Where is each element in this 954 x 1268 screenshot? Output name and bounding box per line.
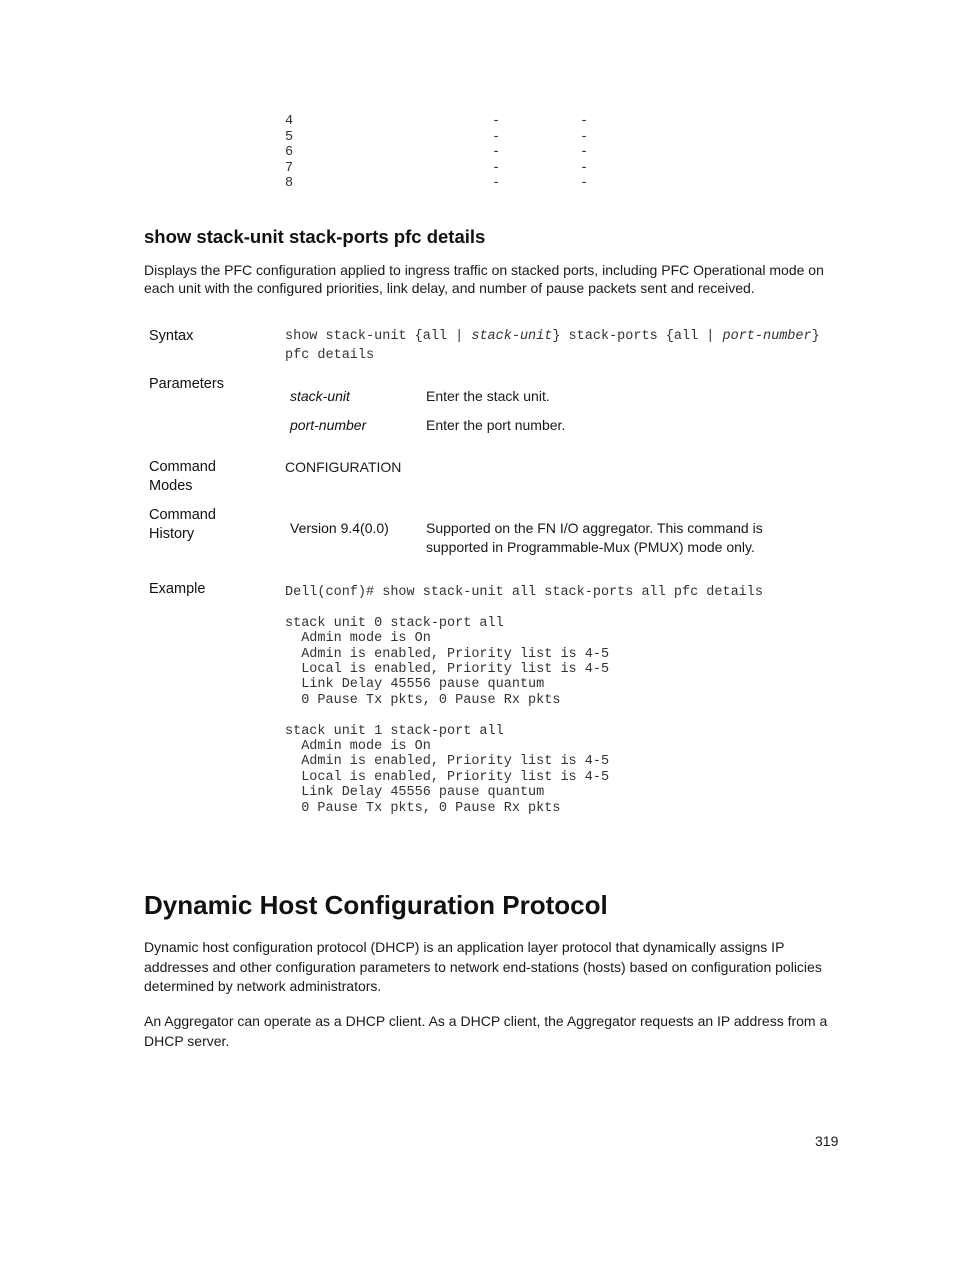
table-row xyxy=(285,161,588,177)
command-modes-value: CONFIGURATION xyxy=(285,459,402,475)
table-row xyxy=(285,145,588,161)
table-cell: - xyxy=(580,145,589,160)
table-cell: 4 xyxy=(285,114,294,129)
continued-table xyxy=(285,114,588,192)
syntax-arg: port-number xyxy=(722,329,812,344)
parameter-name: port-number xyxy=(290,417,367,433)
section-heading: show stack-unit stack-ports pfc details xyxy=(144,226,486,247)
table-cell: - xyxy=(492,114,501,129)
table-cell: - xyxy=(492,129,501,145)
command-modes-label xyxy=(149,458,216,496)
syntax-label: Syntax xyxy=(149,328,194,344)
table-cell: 8 xyxy=(285,176,294,191)
chapter-paragraph: An Aggregator can operate as a DHCP client. As a DHCP client, the Aggregator requests an IP address from a DHCP server. xyxy=(144,1013,828,1049)
table-cell: - xyxy=(492,176,501,191)
command-history-label xyxy=(149,506,216,544)
section-description: Displays the PFC configuration applied to ingress traffic on stacked ports, including PFC Operational mode on each unit with the configured priorities, link delay, and number of pause packets sent and received. xyxy=(144,262,824,296)
syntax-text: show stack-unit {all | xyxy=(285,329,472,344)
syntax-arg: stack-unit xyxy=(471,329,553,344)
table-row xyxy=(285,176,588,192)
label-line: Command xyxy=(149,459,216,475)
parameters-label: Parameters xyxy=(149,376,224,392)
history-row xyxy=(290,519,806,557)
example-label: Example xyxy=(149,581,206,597)
parameter-row xyxy=(290,417,565,433)
chapter-title: Dynamic Host Configuration Protocol xyxy=(144,890,608,920)
table-row xyxy=(285,130,588,146)
parameter-description: Enter the stack unit. xyxy=(426,388,550,404)
parameter-row xyxy=(290,388,550,404)
table-cell: 5 xyxy=(285,129,294,145)
table-row xyxy=(285,114,588,130)
label-line: Command xyxy=(149,507,216,523)
table-cell: - xyxy=(580,114,589,129)
history-description: Supported on the FN I/O aggregator. This command is supported in Programmable-Mux (PMUX) mode only. xyxy=(426,520,763,555)
parameter-description: Enter the port number. xyxy=(426,417,566,433)
syntax-code xyxy=(285,327,828,365)
table-cell: - xyxy=(492,145,501,160)
chapter-paragraph: Dynamic host configuration protocol (DHCP) is an application layer protocol that dynamically assigns IP addresses and other configuration parameters to network end-stations (hosts) based on configuration policies determined by network administrators. xyxy=(144,939,822,994)
table-cell: - xyxy=(580,160,589,176)
table-cell: 6 xyxy=(285,145,294,160)
syntax-text: } pfc details xyxy=(285,329,828,363)
label-line: History xyxy=(149,526,195,542)
table-cell: - xyxy=(580,129,589,145)
parameter-name: stack-unit xyxy=(290,388,350,404)
table-cell: 7 xyxy=(285,160,294,176)
label-line: Modes xyxy=(149,478,193,494)
table-cell: - xyxy=(580,176,589,191)
history-version: Version 9.4(0.0) xyxy=(290,520,389,536)
example-code: Dell(conf)# show stack-unit all stack-ports all pfc details stack unit 0 stack-port all Admin mode is On Admin is enabled, Priority list is 4-5 Local is enabled, Priority list is 4-5 Link Delay 45556 pause quantum 0 Pause Tx pkts, 0 Pause Rx pkts stack unit 1 stack-port all Admin mode is On Admin is enabled, Priority list is 4-5 Local is enabled, Priority list is 4-5 Link Delay 45556 pause quantum 0 Pause Tx pkts, 0 Pause Rx pkts xyxy=(285,585,763,816)
syntax-text: } stack-ports {all | xyxy=(552,329,723,344)
page-number: 319 xyxy=(815,1133,839,1149)
table-cell: - xyxy=(492,160,501,176)
